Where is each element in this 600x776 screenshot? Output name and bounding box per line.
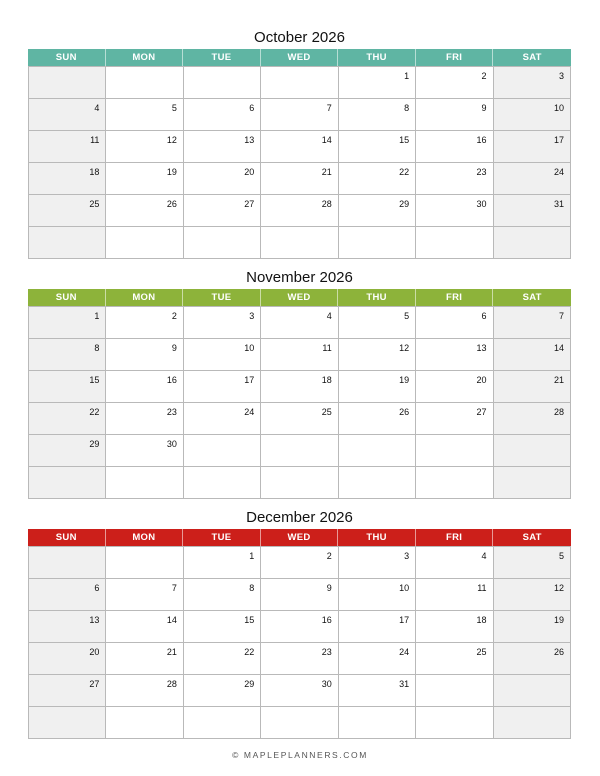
day-cell[interactable] xyxy=(29,307,106,339)
day-number: 11 xyxy=(90,135,100,145)
day-cell[interactable] xyxy=(416,131,493,163)
day-cell[interactable] xyxy=(261,467,338,499)
day-cell[interactable] xyxy=(494,131,571,163)
day-cell[interactable] xyxy=(106,99,183,131)
day-cell[interactable] xyxy=(261,403,338,435)
day-cell[interactable] xyxy=(494,675,571,707)
day-cell[interactable] xyxy=(184,339,261,371)
day-cell[interactable] xyxy=(416,307,493,339)
day-number: 7 xyxy=(171,583,177,593)
day-number: 14 xyxy=(166,615,177,625)
day-cell[interactable] xyxy=(339,67,416,99)
weekday-label: TUE xyxy=(183,529,261,546)
weekday-label: FRI xyxy=(416,289,494,306)
day-cell[interactable] xyxy=(106,131,183,163)
day-number: 20 xyxy=(244,167,255,177)
day-number: 15 xyxy=(244,615,255,625)
day-cell[interactable] xyxy=(416,67,493,99)
day-number: 16 xyxy=(166,375,177,385)
day-cell[interactable] xyxy=(106,675,183,707)
day-cell[interactable] xyxy=(416,579,493,611)
day-number: 7 xyxy=(326,103,332,113)
day-cell[interactable] xyxy=(106,67,183,99)
day-cell[interactable] xyxy=(184,195,261,227)
day-number: 18 xyxy=(321,375,332,385)
day-cell[interactable] xyxy=(339,195,416,227)
day-number: 28 xyxy=(553,407,564,417)
day-cell[interactable] xyxy=(261,339,338,371)
day-cell[interactable] xyxy=(339,643,416,675)
weekday-label: SAT xyxy=(522,52,542,63)
weekday-label: THU xyxy=(338,289,416,306)
day-number: 26 xyxy=(553,647,564,657)
day-cell[interactable] xyxy=(416,547,493,579)
weekday-header xyxy=(28,529,571,546)
day-cell[interactable] xyxy=(106,707,183,739)
day-cell[interactable] xyxy=(184,643,261,675)
day-cell[interactable] xyxy=(494,707,571,739)
day-number: 7 xyxy=(558,311,564,321)
day-cell[interactable] xyxy=(261,131,338,163)
day-number: 22 xyxy=(399,167,410,177)
day-cell[interactable] xyxy=(494,339,571,371)
day-number: 15 xyxy=(89,375,100,385)
day-number: 3 xyxy=(249,311,255,321)
day-cell[interactable] xyxy=(106,371,183,403)
day-cell[interactable] xyxy=(29,611,106,643)
day-number: 27 xyxy=(89,679,100,689)
day-number: 11 xyxy=(477,583,487,593)
day-number: 16 xyxy=(321,615,332,625)
day-number: 25 xyxy=(476,647,487,657)
day-number: 9 xyxy=(481,103,487,113)
day-cell[interactable] xyxy=(416,371,493,403)
day-cell[interactable] xyxy=(106,227,183,259)
day-cell[interactable] xyxy=(261,227,338,259)
day-cell[interactable] xyxy=(339,403,416,435)
day-cell[interactable] xyxy=(184,131,261,163)
day-cell[interactable] xyxy=(184,611,261,643)
day-number: 26 xyxy=(399,407,410,417)
day-number: 27 xyxy=(476,407,487,417)
day-cell[interactable] xyxy=(29,547,106,579)
day-cell[interactable] xyxy=(106,579,183,611)
weekday-label: WED xyxy=(261,49,339,66)
day-number: 6 xyxy=(481,311,487,321)
day-number: 28 xyxy=(166,679,177,689)
day-number: 21 xyxy=(553,375,564,385)
day-number: 27 xyxy=(244,199,255,209)
day-number: 4 xyxy=(94,103,100,113)
day-cell[interactable] xyxy=(416,611,493,643)
day-number: 31 xyxy=(553,199,564,209)
month-title: October 2026 xyxy=(254,29,345,46)
weekday-label: TUE xyxy=(183,49,261,66)
day-cell[interactable] xyxy=(339,163,416,195)
day-cell[interactable] xyxy=(416,99,493,131)
day-number: 30 xyxy=(476,199,487,209)
weekday-label: SAT xyxy=(522,292,542,303)
day-cell[interactable] xyxy=(29,435,106,467)
day-number: 22 xyxy=(89,407,100,417)
day-number: 5 xyxy=(558,551,564,561)
day-cell[interactable] xyxy=(184,371,261,403)
day-cell[interactable] xyxy=(184,675,261,707)
day-cell[interactable] xyxy=(339,707,416,739)
day-number: 6 xyxy=(94,583,100,593)
day-cell[interactable] xyxy=(494,227,571,259)
day-cell[interactable] xyxy=(339,675,416,707)
day-cell[interactable] xyxy=(29,227,106,259)
day-cell[interactable] xyxy=(106,435,183,467)
day-cell[interactable] xyxy=(261,611,338,643)
day-cell[interactable] xyxy=(29,99,106,131)
day-cell[interactable] xyxy=(261,163,338,195)
day-number: 1 xyxy=(249,551,255,561)
day-number: 2 xyxy=(171,311,177,321)
day-cell[interactable] xyxy=(29,371,106,403)
day-number: 10 xyxy=(399,583,410,593)
day-cell[interactable] xyxy=(494,611,571,643)
day-number: 5 xyxy=(171,103,177,113)
day-cell[interactable] xyxy=(184,707,261,739)
day-cell[interactable] xyxy=(106,307,183,339)
day-cell[interactable] xyxy=(184,403,261,435)
day-cell[interactable] xyxy=(494,67,571,99)
day-number: 19 xyxy=(166,167,177,177)
day-number: 18 xyxy=(476,615,487,625)
weekday-label: FRI xyxy=(416,49,494,66)
day-cell[interactable] xyxy=(339,579,416,611)
weekday-label: MON xyxy=(106,529,184,546)
day-number: 13 xyxy=(89,615,100,625)
day-number: 9 xyxy=(326,583,332,593)
day-cell[interactable] xyxy=(29,707,106,739)
day-number: 23 xyxy=(476,167,487,177)
day-cell[interactable] xyxy=(29,467,106,499)
day-cell[interactable] xyxy=(184,579,261,611)
month-calendar xyxy=(28,507,571,739)
day-cell[interactable] xyxy=(416,163,493,195)
month-title: December 2026 xyxy=(246,509,353,526)
day-number: 12 xyxy=(166,135,177,145)
day-number: 28 xyxy=(321,199,332,209)
day-number: 2 xyxy=(326,551,332,561)
day-number: 11 xyxy=(322,343,332,353)
day-cell[interactable] xyxy=(339,611,416,643)
day-grid xyxy=(28,546,571,739)
day-cell[interactable] xyxy=(339,435,416,467)
day-cell[interactable] xyxy=(106,467,183,499)
day-cell[interactable] xyxy=(261,307,338,339)
day-cell[interactable] xyxy=(261,371,338,403)
day-cell[interactable] xyxy=(494,435,571,467)
day-cell[interactable] xyxy=(106,611,183,643)
day-cell[interactable] xyxy=(184,227,261,259)
day-cell[interactable] xyxy=(261,67,338,99)
weekday-label: FRI xyxy=(416,529,494,546)
day-cell[interactable] xyxy=(29,675,106,707)
footer-copyright[interactable]: © MAPLEPLANNERS.COM xyxy=(232,750,368,760)
weekday-label: SUN xyxy=(28,49,106,66)
day-number: 6 xyxy=(249,103,255,113)
weekday-label: TUE xyxy=(183,289,261,306)
month-calendar xyxy=(28,267,571,499)
day-number: 13 xyxy=(244,135,255,145)
day-cell[interactable] xyxy=(339,131,416,163)
weekday-label: MON xyxy=(106,49,184,66)
day-number: 21 xyxy=(166,647,177,657)
day-cell[interactable] xyxy=(184,467,261,499)
day-cell[interactable] xyxy=(29,403,106,435)
day-cell[interactable] xyxy=(494,579,571,611)
day-cell[interactable] xyxy=(416,707,493,739)
weekday-label: WED xyxy=(261,529,339,546)
day-number: 12 xyxy=(399,343,410,353)
day-number: 23 xyxy=(321,647,332,657)
day-cell[interactable] xyxy=(106,195,183,227)
day-number: 24 xyxy=(244,407,255,417)
day-cell[interactable] xyxy=(494,643,571,675)
day-number: 24 xyxy=(399,647,410,657)
day-number: 14 xyxy=(553,343,564,353)
day-number: 14 xyxy=(321,135,332,145)
day-cell[interactable] xyxy=(261,435,338,467)
day-number: 3 xyxy=(558,71,564,81)
day-cell[interactable] xyxy=(29,339,106,371)
day-number: 23 xyxy=(166,407,177,417)
day-cell[interactable] xyxy=(339,467,416,499)
day-number: 12 xyxy=(553,583,564,593)
day-cell[interactable] xyxy=(29,131,106,163)
day-number: 26 xyxy=(166,199,177,209)
day-cell[interactable] xyxy=(184,99,261,131)
day-cell[interactable] xyxy=(494,195,571,227)
day-number: 5 xyxy=(404,311,410,321)
weekday-label: THU xyxy=(338,49,416,66)
day-cell[interactable] xyxy=(261,547,338,579)
day-number: 21 xyxy=(321,167,332,177)
weekday-label: SUN xyxy=(28,289,106,306)
day-cell[interactable] xyxy=(494,99,571,131)
month-title: November 2026 xyxy=(246,269,353,286)
day-cell[interactable] xyxy=(261,675,338,707)
day-cell[interactable] xyxy=(416,403,493,435)
day-number: 19 xyxy=(399,375,410,385)
day-cell[interactable] xyxy=(184,547,261,579)
day-cell[interactable] xyxy=(106,403,183,435)
day-cell[interactable] xyxy=(261,643,338,675)
day-cell[interactable] xyxy=(339,227,416,259)
weekday-label: MON xyxy=(106,289,184,306)
day-grid xyxy=(28,66,571,259)
weekday-label: SAT xyxy=(522,532,542,543)
day-number: 30 xyxy=(166,439,177,449)
day-cell[interactable] xyxy=(106,643,183,675)
day-cell[interactable] xyxy=(184,435,261,467)
day-number: 4 xyxy=(326,311,332,321)
day-number: 20 xyxy=(89,647,100,657)
day-number: 19 xyxy=(553,615,564,625)
day-cell[interactable] xyxy=(106,547,183,579)
day-cell[interactable] xyxy=(339,547,416,579)
day-cell[interactable] xyxy=(184,67,261,99)
weekday-header xyxy=(28,289,571,306)
weekday-label: SUN xyxy=(28,529,106,546)
day-cell[interactable] xyxy=(339,339,416,371)
day-cell[interactable] xyxy=(416,675,493,707)
day-cell[interactable] xyxy=(261,99,338,131)
day-number: 17 xyxy=(244,375,255,385)
day-cell[interactable] xyxy=(261,579,338,611)
day-number: 15 xyxy=(399,135,410,145)
day-grid xyxy=(28,306,571,499)
day-number: 29 xyxy=(244,679,255,689)
day-cell[interactable] xyxy=(29,163,106,195)
day-cell[interactable] xyxy=(416,195,493,227)
day-cell[interactable] xyxy=(494,371,571,403)
day-number: 16 xyxy=(476,135,487,145)
day-number: 22 xyxy=(244,647,255,657)
day-cell[interactable] xyxy=(416,435,493,467)
day-cell[interactable] xyxy=(339,307,416,339)
weekday-label: WED xyxy=(261,289,339,306)
day-number: 18 xyxy=(89,167,100,177)
day-number: 17 xyxy=(553,135,564,145)
day-cell[interactable] xyxy=(494,163,571,195)
day-number: 3 xyxy=(404,551,410,561)
day-cell[interactable] xyxy=(29,643,106,675)
day-cell[interactable] xyxy=(416,643,493,675)
day-number: 20 xyxy=(476,375,487,385)
day-number: 9 xyxy=(171,343,177,353)
day-number: 2 xyxy=(481,71,487,81)
day-cell[interactable] xyxy=(106,163,183,195)
day-cell[interactable] xyxy=(29,579,106,611)
day-number: 25 xyxy=(321,407,332,417)
day-cell[interactable] xyxy=(416,467,493,499)
day-cell[interactable] xyxy=(494,547,571,579)
day-number: 1 xyxy=(94,311,100,321)
day-cell[interactable] xyxy=(494,403,571,435)
day-number: 8 xyxy=(404,103,410,113)
day-number: 13 xyxy=(476,343,487,353)
day-cell[interactable] xyxy=(184,163,261,195)
day-cell[interactable] xyxy=(494,307,571,339)
day-number: 31 xyxy=(399,679,410,689)
day-cell[interactable] xyxy=(416,227,493,259)
day-cell[interactable] xyxy=(416,339,493,371)
day-cell[interactable] xyxy=(261,707,338,739)
day-number: 10 xyxy=(553,103,564,113)
day-cell[interactable] xyxy=(339,99,416,131)
day-cell[interactable] xyxy=(339,371,416,403)
day-cell[interactable] xyxy=(494,467,571,499)
weekday-header xyxy=(28,49,571,66)
day-number: 10 xyxy=(244,343,255,353)
weekday-label: THU xyxy=(338,529,416,546)
day-cell[interactable] xyxy=(29,195,106,227)
day-number: 29 xyxy=(89,439,100,449)
day-cell[interactable] xyxy=(29,67,106,99)
day-number: 17 xyxy=(399,615,410,625)
day-number: 30 xyxy=(321,679,332,689)
day-number: 4 xyxy=(481,551,487,561)
day-number: 25 xyxy=(89,199,100,209)
day-cell[interactable] xyxy=(184,307,261,339)
day-number: 8 xyxy=(94,343,100,353)
day-cell[interactable] xyxy=(106,339,183,371)
day-number: 24 xyxy=(553,167,564,177)
day-number: 29 xyxy=(399,199,410,209)
month-calendar xyxy=(28,27,571,259)
day-cell[interactable] xyxy=(261,195,338,227)
day-number: 8 xyxy=(249,583,255,593)
day-number: 1 xyxy=(404,71,410,81)
